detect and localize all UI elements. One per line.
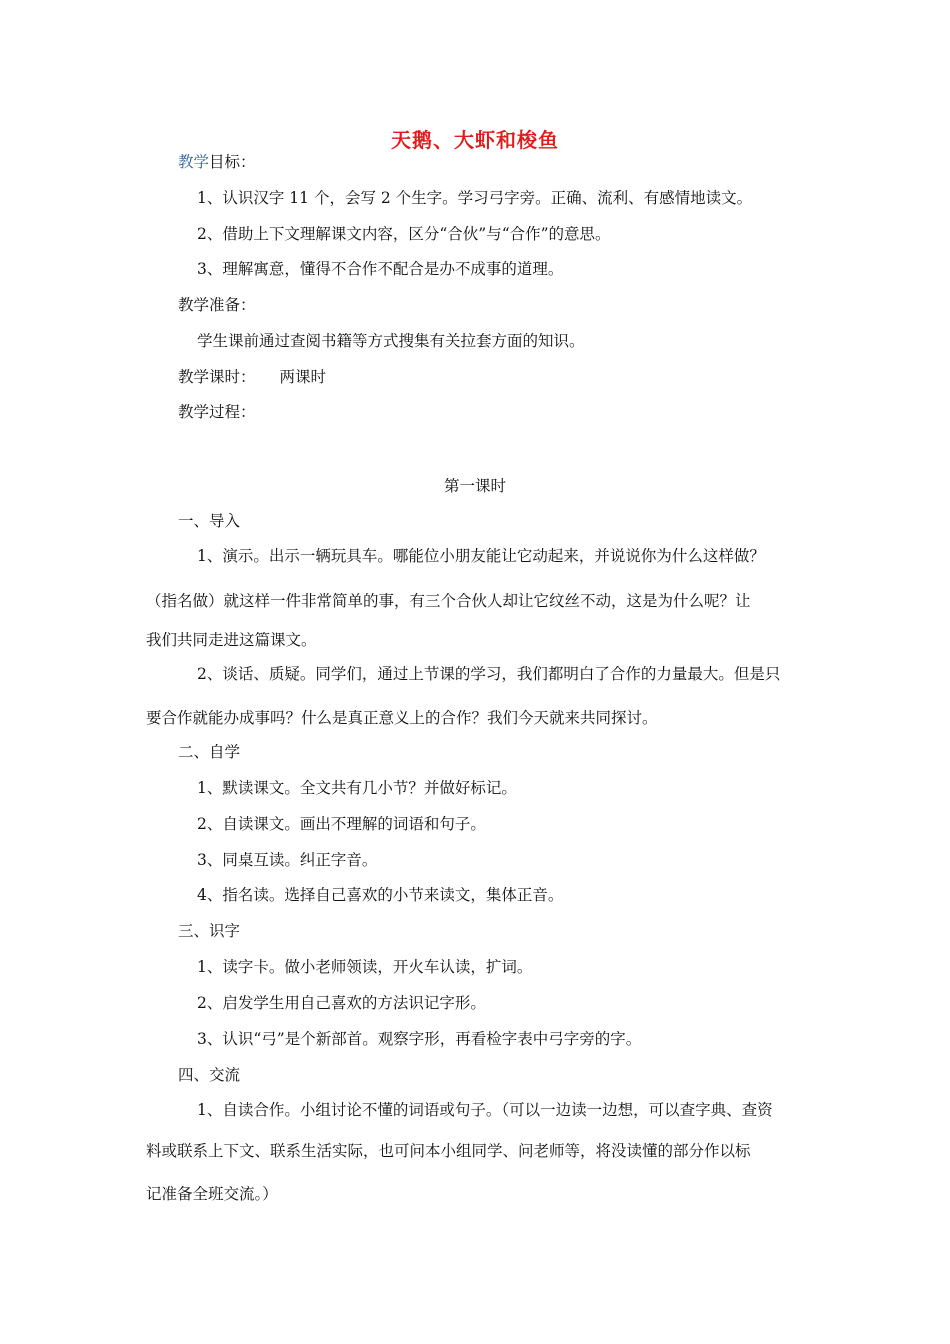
paragraph-line: （指名做）就这样一件非常简单的事，有三个合伙人却让它纹丝不动，这是为什么呢？让 [146,592,751,610]
paragraph-line: 2、谈话、质疑。同学们，通过上节课的学习，我们都明白了合作的力量最大。但是只 [197,665,781,683]
list-item: 1、读字卡。做小老师领读，开火车认读，扩词。 [197,958,533,976]
list-item: 3、同桌互读。纠正字音。 [197,851,378,869]
list-item: 1、默读课文。全文共有几小节？并做好标记。 [197,779,517,797]
paragraph-line: 要合作就能办成事吗？什么是真正意义上的合作？我们今天就来共同探讨。 [146,709,658,727]
objective-item: 2、借助上下文理解课文内容，区分“合伙”与“合作”的意思。 [197,225,611,243]
hours-line [178,367,326,387]
objectives-heading-highlight: 教学 [178,153,210,171]
process-heading: 教学过程： [178,403,256,421]
section-heading-exchange: 四、交流 [178,1066,241,1084]
objectives-heading-rest: 目标： [209,153,256,171]
hours-value: 两课时 [279,368,327,386]
section-heading-literacy: 三、识字 [178,922,241,940]
paragraph-line: 1、演示。出示一辆玩具车。哪能位小朋友能让它动起来，并说说你为什么这样做？ [197,547,765,565]
paragraph-line: 我们共同走进这篇课文。 [146,631,317,649]
paragraph-line: 料或联系上下文、联系生活实际，也可问本小组同学、问老师等，将没读懂的部分作以标 [146,1142,751,1160]
objective-item: 1、认识汉字 11 个，会写 2 个生字。学习弓字旁。正确、流利、有感情地读文。 [197,189,753,207]
hours-label: 教学课时： [178,368,256,386]
paragraph-line: 1、自读合作。小组讨论不懂的词语或句子。（可以一边读一边想，可以查字典、查资 [197,1101,773,1119]
preparation-heading: 教学准备： [178,296,256,314]
list-item: 3、认识“弓”是个新部首。观察字形，再看检字表中弓字旁的字。 [197,1030,642,1048]
paragraph-line: 记准备全班交流。） [146,1185,278,1203]
list-item: 4、指名读。选择自己喜欢的小节来读文，集体正音。 [197,886,564,904]
list-item: 2、启发学生用自己喜欢的方法识记字形。 [197,994,486,1012]
preparation-text: 学生课前通过查阅书籍等方式搜集有关拉套方面的知识。 [197,332,585,350]
list-item: 2、自读课文。画出不理解的词语和句子。 [197,815,486,833]
lesson-title: 第一课时 [443,477,506,495]
objective-item: 3、理解寓意，懂得不合作不配合是办不成事的道理。 [197,260,564,278]
section-heading-intro: 一、导入 [178,512,241,530]
objectives-heading [178,152,256,172]
document-title: 天鹅、大虾和梭鱼 [391,128,559,152]
section-heading-self-study: 二、自学 [178,743,241,761]
